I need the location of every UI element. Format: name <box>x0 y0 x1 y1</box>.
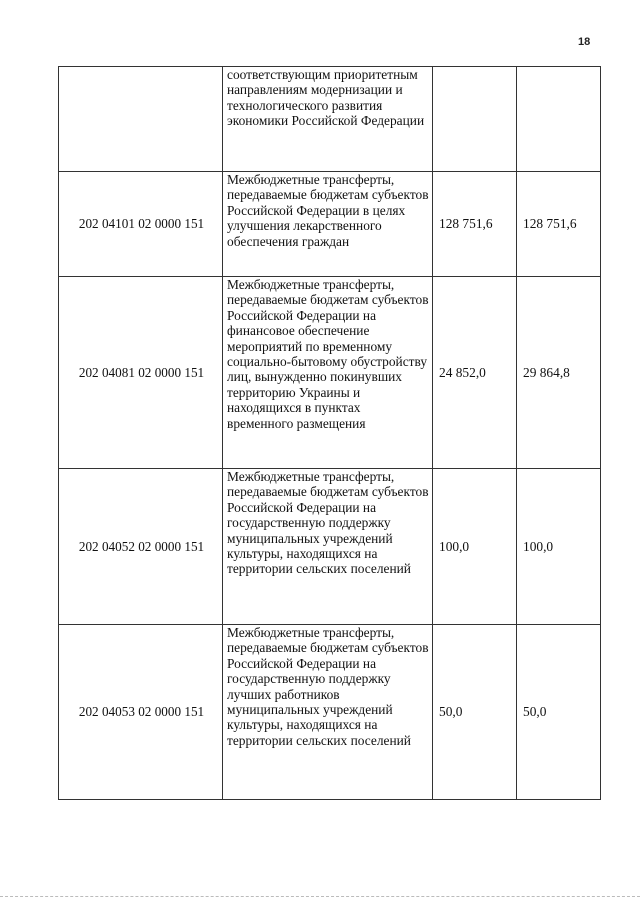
table-row <box>59 277 601 469</box>
amount-cell-2: 100,0 <box>517 469 601 625</box>
budget-code-cell: 202 04052 02 0000 151 <box>59 469 223 625</box>
description-cell: Межбюджетные трансферты, передаваемые бюджетам субъектов Российской Федерации на государственную поддержку лучших работников муниципальных учреждений культуры, находящихся на территории сельских поселений <box>223 625 433 800</box>
amount-cell-1 <box>433 67 517 172</box>
amount-cell-2: 128 751,6 <box>517 172 601 277</box>
budget-code-cell: 202 04081 02 0000 151 <box>59 277 223 469</box>
table-row <box>59 469 601 625</box>
amount-cell-1: 24 852,0 <box>433 277 517 469</box>
budget-code-cell <box>59 67 223 172</box>
table-row <box>59 625 601 800</box>
amount-cell-1: 100,0 <box>433 469 517 625</box>
page-bottom-rule <box>0 896 640 897</box>
description-cell: соответствующим приоритетным направлениям модернизации и технологического развития экономики Российской Федерации <box>223 67 433 172</box>
table-row <box>59 172 601 277</box>
table-row <box>59 67 601 172</box>
budget-table <box>58 66 601 800</box>
amount-cell-2: 50,0 <box>517 625 601 800</box>
amount-cell-2 <box>517 67 601 172</box>
description-cell: Межбюджетные трансферты, передаваемые бюджетам субъектов Российской Федерации на финансовое обеспечение мероприятий по временному социально-бытовому обустройству лиц, вынужденно покинувших территорию Украины и находящихся в пунктах временного размещения <box>223 277 433 469</box>
budget-code-cell: 202 04101 02 0000 151 <box>59 172 223 277</box>
amount-cell-2: 29 864,8 <box>517 277 601 469</box>
description-cell: Межбюджетные трансферты, передаваемые бюджетам субъектов Российской Федерации на государственную поддержку муниципальных учреждений культуры, находящихся на территории сельских поселений <box>223 469 433 625</box>
budget-code-cell: 202 04053 02 0000 151 <box>59 625 223 800</box>
page-number: 18 <box>578 36 591 48</box>
description-cell: Межбюджетные трансферты, передаваемые бюджетам субъектов Российской Федерации в целях улучшения лекарственного обеспечения граждан <box>223 172 433 277</box>
amount-cell-1: 50,0 <box>433 625 517 800</box>
amount-cell-1: 128 751,6 <box>433 172 517 277</box>
